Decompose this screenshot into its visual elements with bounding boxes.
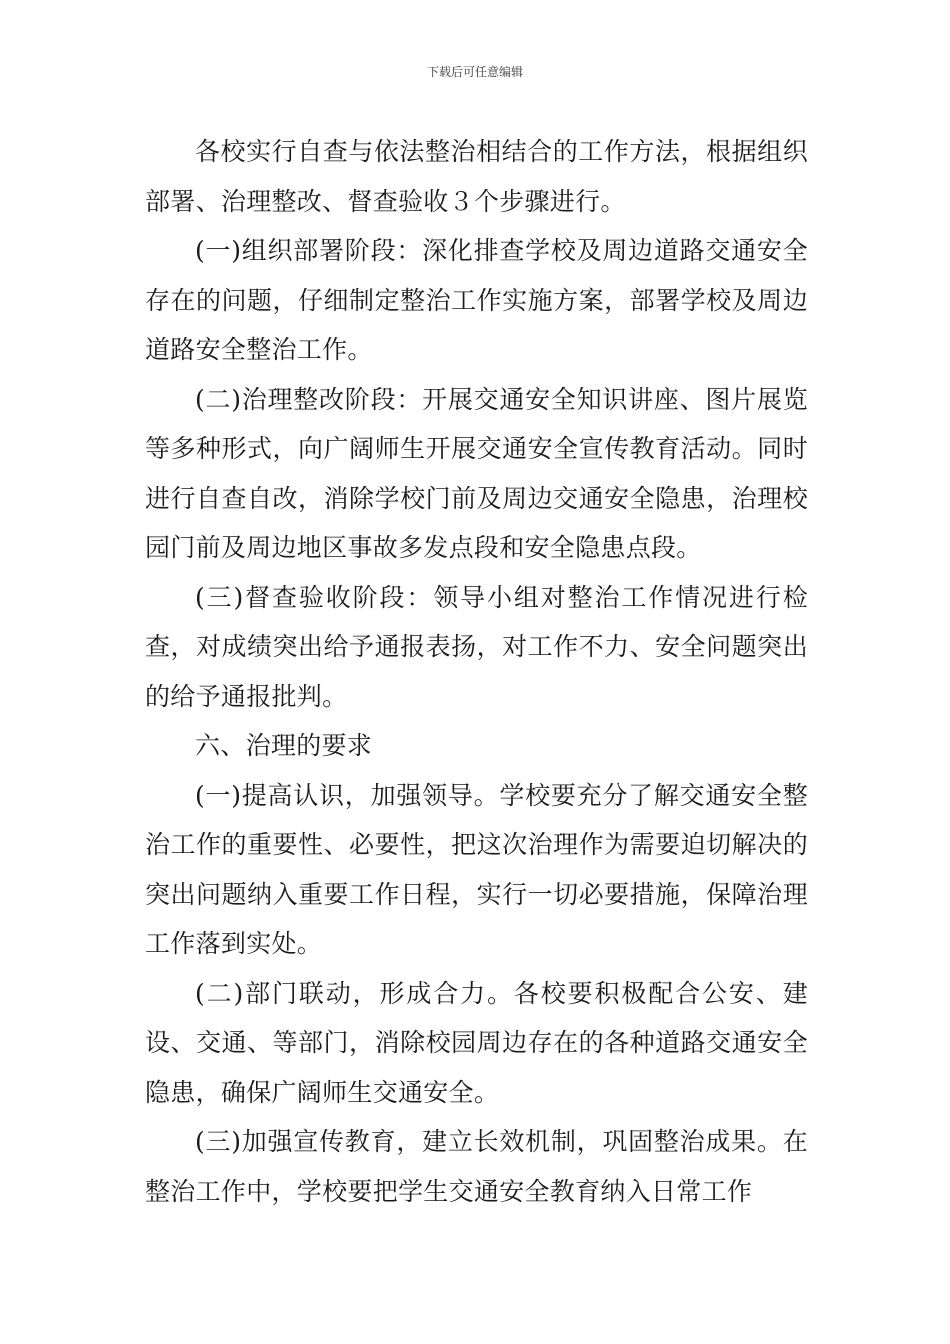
paragraph-stage-inspect: (三)督查验收阶段：领导小组对整治工作情况进行检查，对成绩突出给予通报表扬，对工作不力、安全问题突出的给予通报批判。 <box>145 582 808 711</box>
section-heading-requirements: 六、治理的要求 <box>195 731 373 760</box>
document-body <box>145 127 808 1216</box>
paragraph-requirement-awareness: (一)提高认识，加强领导。学校要充分了解交通安全整治工作的重要性、必要性，把这次治理作为需要迫切解决的突出问题纳入重要工作日程，实行一切必要措施，保障治理工作落到实处。 <box>145 780 808 958</box>
paragraph-requirement-education: (三)加强宣传教育，建立长效机制，巩固整治成果。在整治工作中，学校要把学生交通安全教育纳入日常工作 <box>145 1127 808 1206</box>
page-header-note: 下载后可任意编辑 <box>426 65 523 79</box>
paragraph-requirement-cooperation: (二)部门联动，形成合力。各校要积极配合公安、建设、交通、等部门，消除校园周边存在的各种道路交通安全隐患，确保广阔师生交通安全。 <box>145 978 808 1107</box>
paragraph-stage-rectify: (二)治理整改阶段：开展交通安全知识讲座、图片展览等多种形式，向广阔师生开展交通安全宣传教育活动。同时进行自查自改，消除学校门前及周边交通安全隐患，治理校园门前及周边地区事故多发点段和安全隐患点段。 <box>145 384 808 562</box>
paragraph-stage-organize: (一)组织部署阶段：深化排查学校及周边道路交通安全存在的问题，仔细制定整治工作实施方案，部署学校及周边道路安全整治工作。 <box>145 236 808 364</box>
paragraph-method: 各校实行自查与依法整治相结合的工作方法，根据组织部署、治理整改、督查验收３个步骤进行。 <box>145 137 808 216</box>
